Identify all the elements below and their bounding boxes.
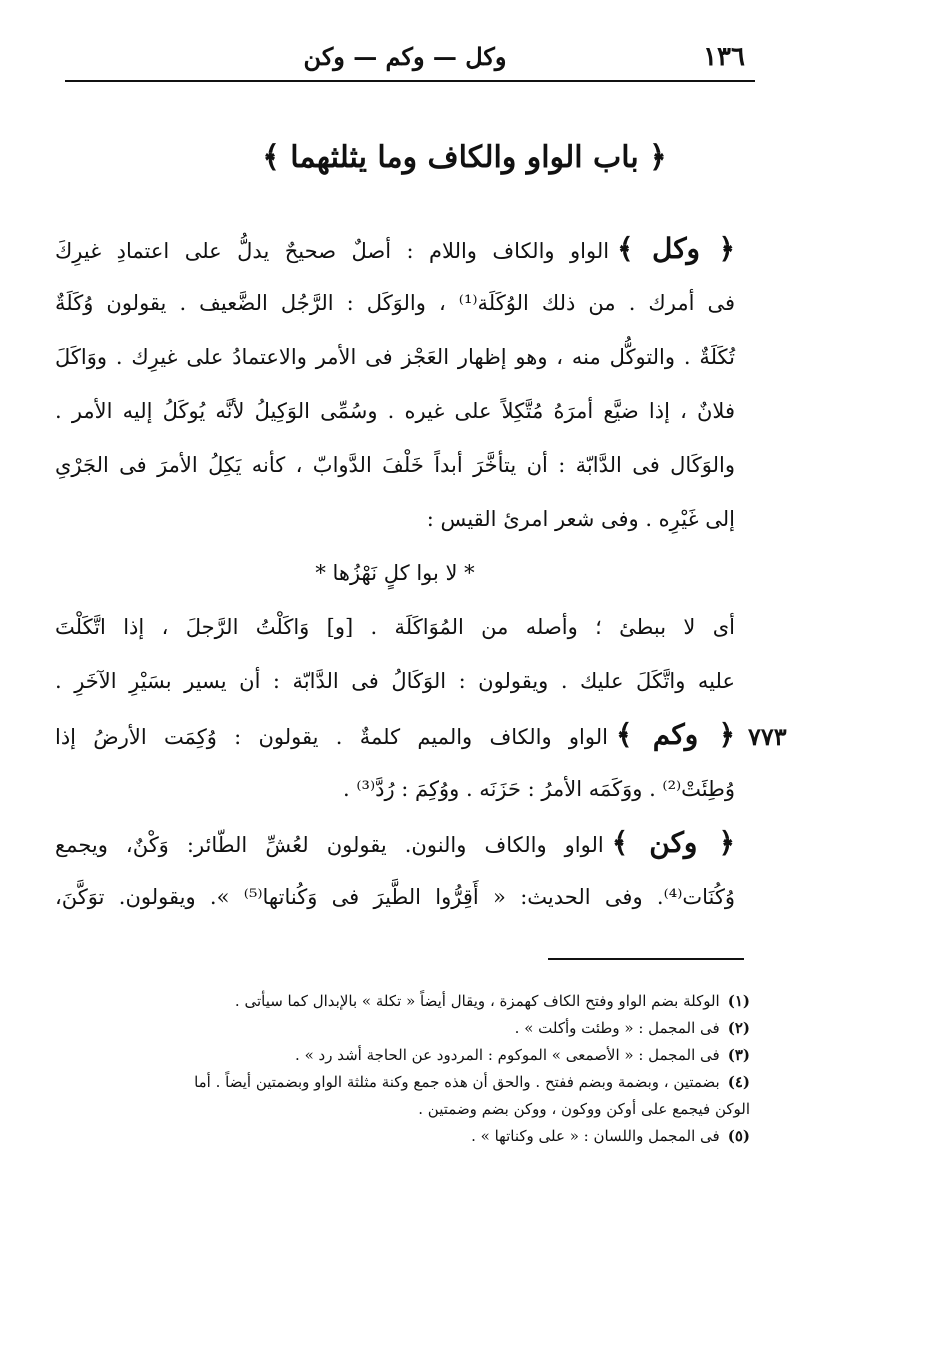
footnote-rule	[548, 958, 744, 960]
header-rule	[65, 80, 755, 82]
margin-number: ٧٧٣	[748, 722, 787, 751]
footnote	[60, 1123, 750, 1150]
chapter-title: ﴿ باب الواو والكاف وما يثلثهما ﴾	[262, 140, 667, 175]
verse-text: * لا بوا كلٍ نَهْزُها *	[315, 561, 475, 585]
footnote-number: (٢)	[727, 1019, 750, 1037]
footnote-number: (٥)	[727, 1127, 750, 1145]
text-line	[55, 870, 735, 924]
line-text: فى أمرك . من ذلك الوُكَلَة⁽¹⁾ ، والوَكَل : الرَّجُل الضَّعيف . يقولون وُكَلَةٌ	[55, 291, 736, 315]
footnote-number: (١)	[727, 992, 750, 1010]
text-line	[55, 384, 735, 438]
footnote-text: فى المجمل : « الأصمعى » الموكوم : المردود عن الحاجة أشد رد » .	[295, 1046, 720, 1064]
footnote-text: الوكن فيجمع على أوكن ووكون ، ووكن بضم وضمتين .	[418, 1100, 750, 1118]
text-line	[55, 492, 735, 546]
footnote-continuation	[60, 1096, 750, 1123]
line-text: عليه واتَّكَلَ عليك . ويقولون : الوَكَالُ فى الدَّابّة : أن يسير بسَيْرِ الآخَرِ .	[55, 669, 735, 693]
verse-line	[55, 546, 735, 600]
line-text: وُطِئَتْ⁽²⁾ . ووَكَمَه الأمرُ : حَزَنَه . ووُكِمَ : رُدَّ⁽³⁾ .	[343, 777, 735, 801]
text-line	[55, 654, 735, 708]
line-text: وُكُنَات⁽⁴⁾. وفى الحديث: « أَقِرُّوا الطَّيرَ فى وَكُناتها⁽⁵⁾ ». ويقولون. توَكَّنَ،	[55, 885, 735, 909]
line-text: تُكَلَةٌ . والتوكُّل منه ، وهو إظهار العَجْز فى الأمر والاعتمادُ على غيرِك . ووَاكَلَ	[55, 345, 735, 369]
text-line	[55, 276, 735, 330]
line-text: فلانٌ ، إذا ضيَّع أمرَهُ مُتَّكِلاً على غيره . وسُمِّى الوَكِيلُ لأنَّه يُوكَلُ إليه الأمر .	[55, 399, 735, 423]
page-header	[65, 38, 745, 78]
headword: ﴿ وكم ﴾	[615, 718, 736, 751]
line-text: أى لا ببطئ ؛ وأصله من المُوَاكَلَة . [و] وَاكَلْتُ الرَّجلَ ، إذا اتَّكَلْتَ	[55, 615, 735, 639]
footnote	[60, 1069, 750, 1096]
footnotes	[60, 988, 750, 1150]
line-text: الواو والكاف والنون. يقولون لعُشِّ الطّائر: وَكْنٌ، ويجمع	[55, 833, 604, 857]
text-line	[55, 438, 735, 492]
headword: ﴿ وكل ﴾	[617, 232, 735, 265]
footnote	[60, 988, 750, 1015]
line-text: الواو والكاف والميم كلمةٌ . يقولون : وُكِمَت الأرضُ إذا	[55, 725, 608, 749]
text-line	[55, 816, 735, 870]
text-line	[55, 330, 735, 384]
running-title: وكل — وكم — وكن	[303, 42, 507, 71]
headword: ﴿ وكن ﴾	[611, 826, 735, 859]
line-text: الواو والكاف واللام : أصلٌ صحيحٌ يدلُّ على اعتمادِ غيرِكَ	[55, 239, 610, 263]
footnote	[60, 1042, 750, 1069]
footnote	[60, 1015, 750, 1042]
text-line	[55, 708, 735, 762]
footnote-number: (٣)	[727, 1046, 750, 1064]
footnote-text: فى المجمل واللسان : « على وكناتها » .	[471, 1127, 720, 1145]
footnote-text: بضمتين ، وبضمة وبضم ففتح . والحق أن هذه جمع وكنة مثلثة الواو وبضمتين أيضاً . أما	[194, 1073, 720, 1091]
footnote-text: فى المجمل : « وطئت وأكلت » .	[514, 1019, 720, 1037]
line-text: إلى غَيْرِه . وفى شعر امرئ القيس :	[426, 507, 735, 531]
text-line	[55, 222, 735, 276]
text-line	[55, 762, 735, 816]
line-text: والوَكَال فى الدَّابّة : أن يتأخَّرَ أبداً خَلْفَ الدَّوابّ ، كأنه يَكِلُ الأمرَ فى الجَرْىِ	[55, 453, 735, 477]
footnote-number: (٤)	[727, 1073, 750, 1091]
footnote-text: الوكلة بضم الواو وفتح الكاف كهمزة ، ويقال أيضاً « تكلة » بالإبدال كما سيأتى .	[234, 992, 720, 1010]
text-line	[55, 600, 735, 654]
body-text	[55, 222, 735, 924]
page-number: ١٣٦	[703, 42, 745, 72]
